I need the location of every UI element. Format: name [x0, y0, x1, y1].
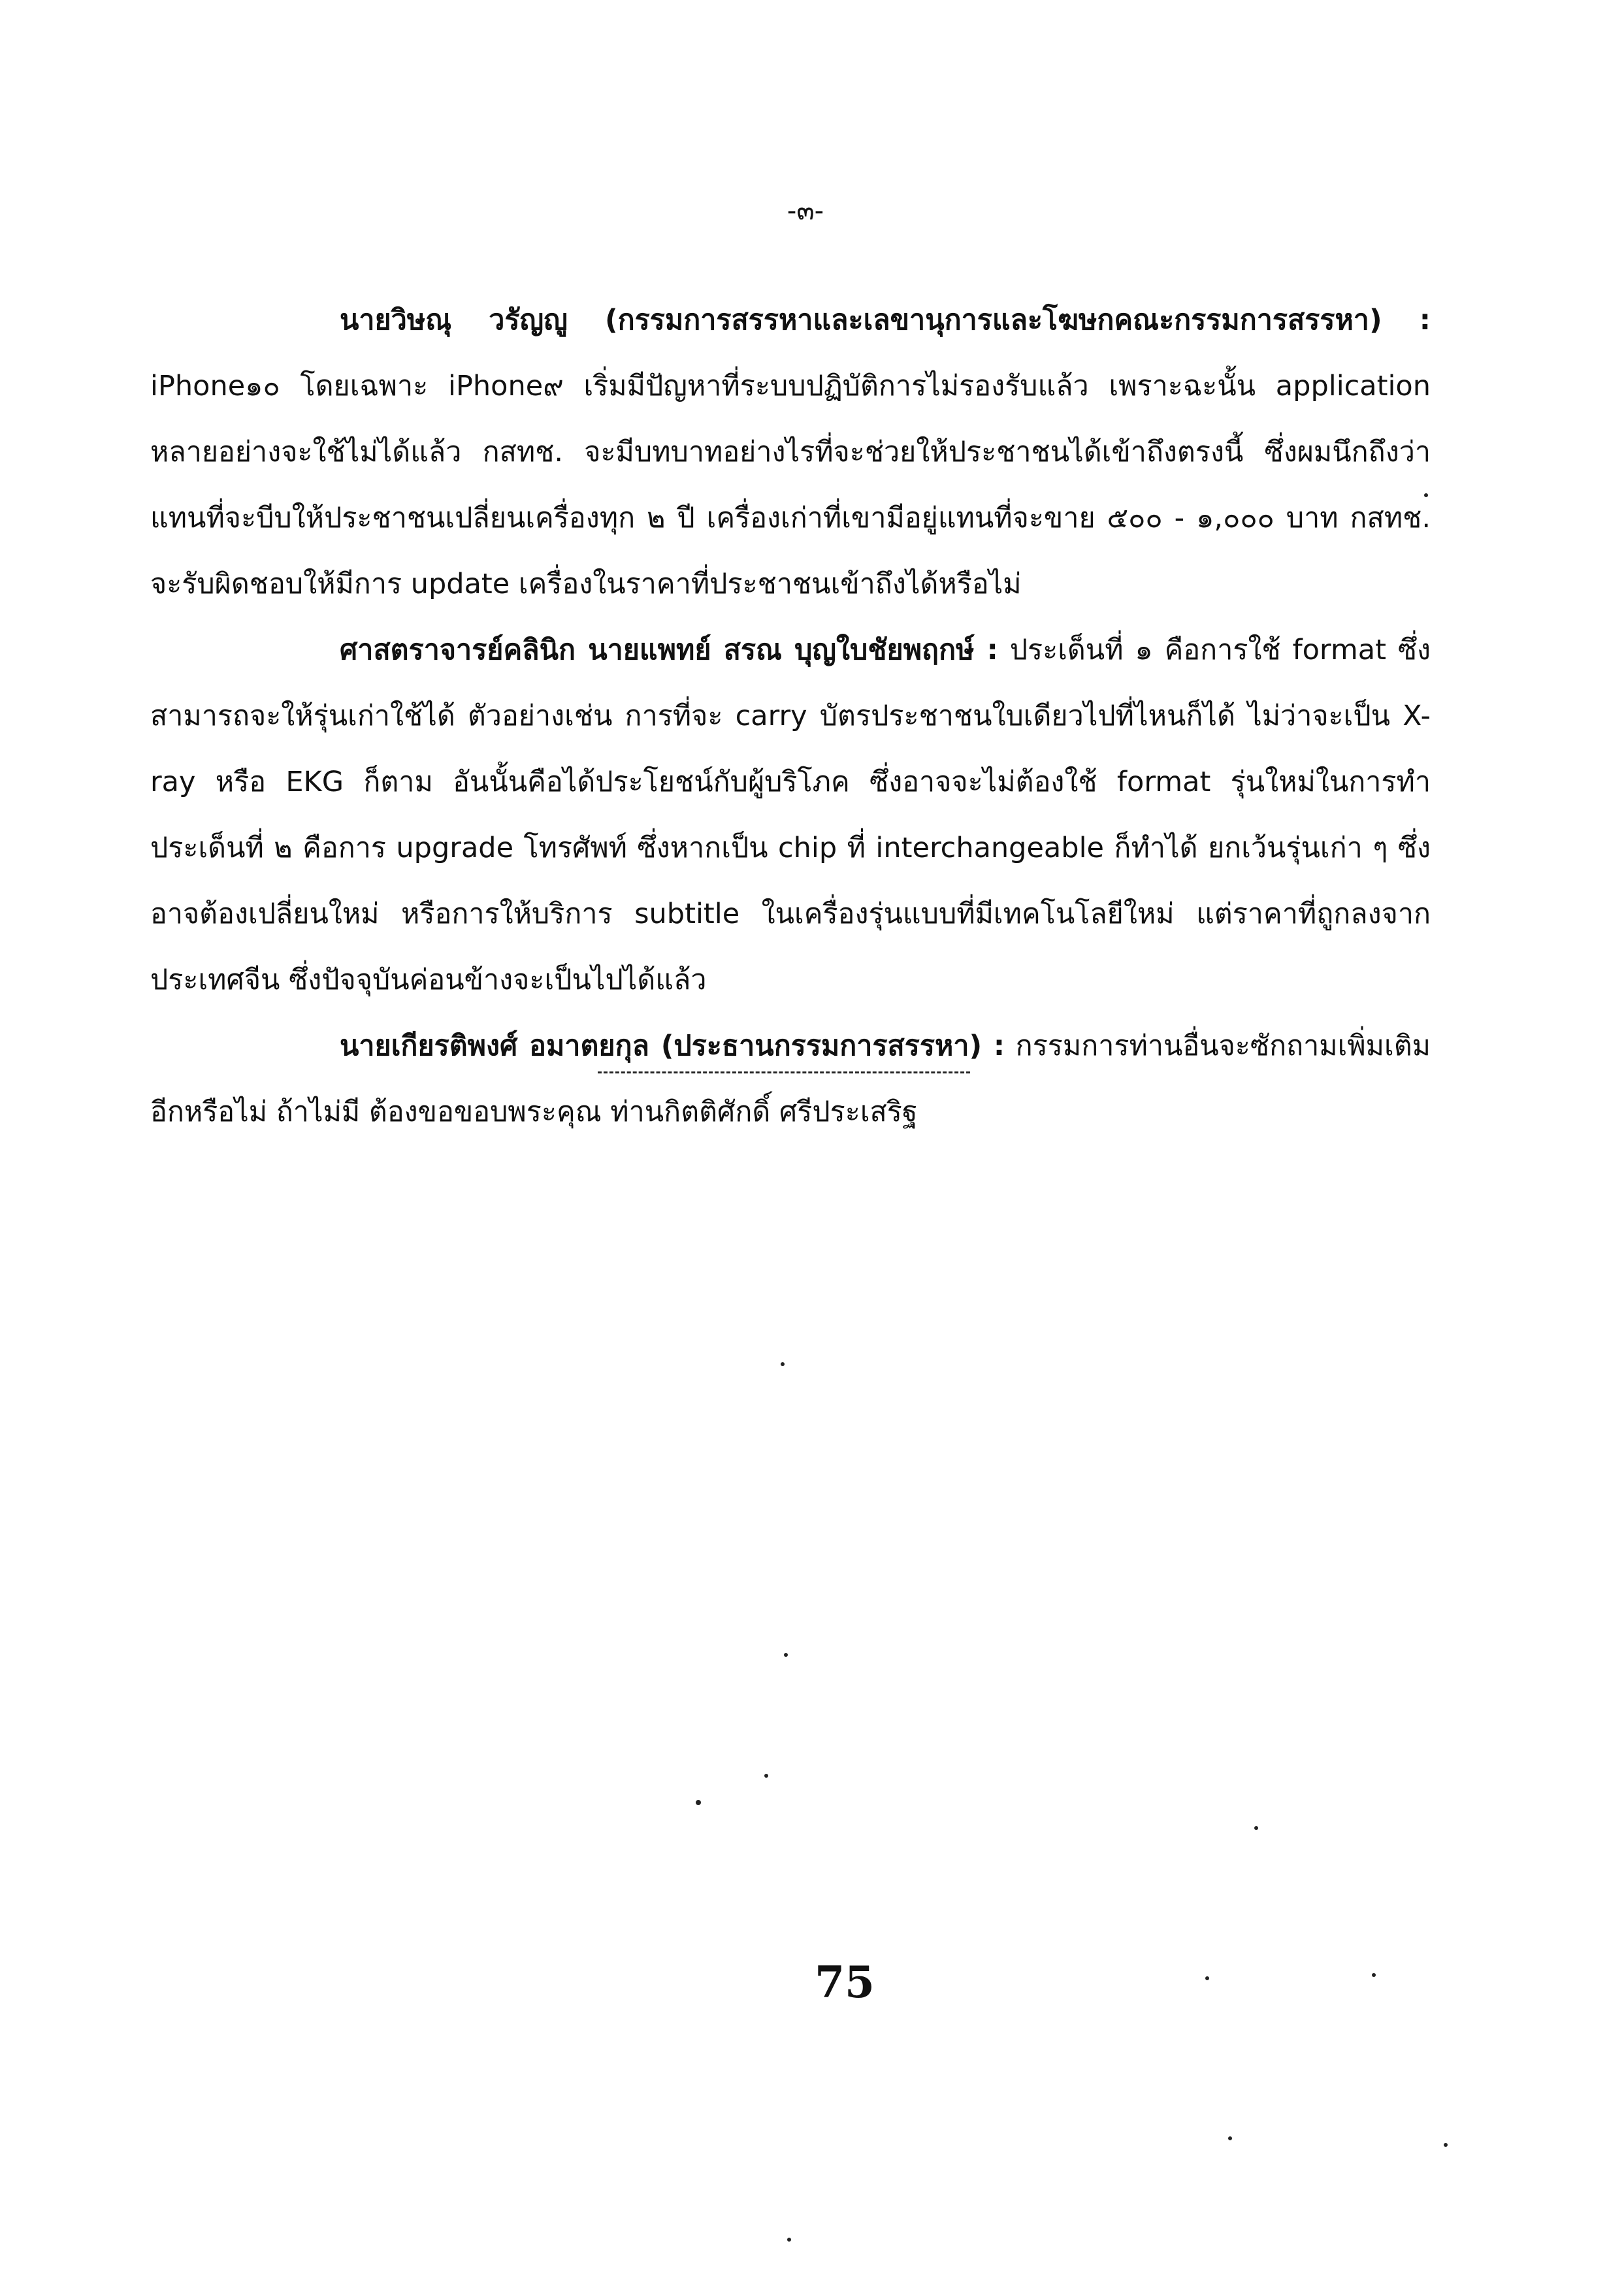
document-body	[150, 287, 1431, 1145]
speaker-name: นายวิษณุ วรัญญู (กรรมการสรรหาและเลขานุการและโฆษกคณะกรรมการสรรหา) :	[340, 304, 1431, 336]
scan-speck	[784, 1653, 788, 1657]
paragraph-text: iPhone๑๐ โดยเฉพาะ iPhone๙ เริ่มมีปัญหาที่ระบบปฏิบัติการไม่รองรับแล้ว เพราะฉะนั้น application หลายอย่างจะใช้ไม่ได้แล้ว กสทช. จะมีบทบาทอย่างไรที่จะช่วยให้ประชาชนได้เข้าถึงตรงนี้ ซึ่งผมนึกถึงว่า แทนที่จะบีบให้ประชาชนเปลี่ยนเครื่องทุก ๒ ปี เครื่องเก่าที่เขามีอยู่แทนที่จะขาย ๕๐๐ - ๑,๐๐๐ บาท กสทช. จะรับผิดชอบให้มีการ update เครื่องในราคาที่ประชาชนเข้าถึงได้หรือไม่	[150, 370, 1431, 600]
scan-speck	[1444, 2143, 1448, 2147]
scan-speck	[1228, 2136, 1232, 2140]
scan-speck	[696, 1800, 701, 1805]
scan-speck	[787, 2238, 791, 2242]
speaker-name: นายเกียรติพงศ์ อมาตยกุล (ประธานกรรมการสรรหา) :	[340, 1030, 1005, 1062]
scan-speck	[764, 1774, 768, 1778]
scan-speck	[1372, 1973, 1376, 1977]
page-number: 75	[815, 1957, 875, 2008]
scan-speck	[781, 1362, 785, 1366]
paragraph-3	[150, 1013, 1431, 1145]
section-divider	[598, 1071, 970, 1073]
page-marker: -๓-	[787, 196, 824, 226]
paragraph-1	[150, 287, 1431, 617]
scan-speck	[1424, 493, 1428, 497]
scan-speck	[1205, 1976, 1209, 1980]
scan-speck	[1254, 1826, 1258, 1830]
paragraph-2	[150, 617, 1431, 1013]
paragraph-text: กรรมการท่านอื่นจะซักถามเพิ่มเติมอีกหรือไม่ ถ้าไม่มี ต้องขอขอบพระคุณ ท่านกิตติศักดิ์ ศรีประเสริฐ	[150, 1030, 1431, 1128]
speaker-name: ศาสตราจารย์คลินิก นายแพทย์ สรณ บุญใบชัยพฤกษ์ :	[340, 634, 998, 666]
paragraph-text: ประเด็นที่ ๑ คือการใช้ format ซึ่งสามารถจะให้รุ่นเก่าใช้ได้ ตัวอย่างเช่น การที่จะ carry บัตรประชาชนใบเดียวไปที่ไหนก็ได้ ไม่ว่าจะเป็น X-ray หรือ EKG ก็ตาม อันนั้นคือได้ประโยชน์กับผู้บริโภค ซึ่งอาจจะไม่ต้องใช้ format รุ่นใหม่ในการทำ ประเด็นที่ ๒ คือการ upgrade โทรศัพท์ ซึ่งหากเป็น chip ที่ interchangeable ก็ทำได้ ยกเว้นรุ่นเก่า ๆ ซึ่งอาจต้องเปลี่ยนใหม่ หรือการให้บริการ subtitle ในเครื่องรุ่นแบบที่มีเทคโนโลยีใหม่ แต่ราคาที่ถูกลงจากประเทศจีน ซึ่งปัจจุบันค่อนข้างจะเป็นไปได้แล้ว	[150, 634, 1431, 996]
